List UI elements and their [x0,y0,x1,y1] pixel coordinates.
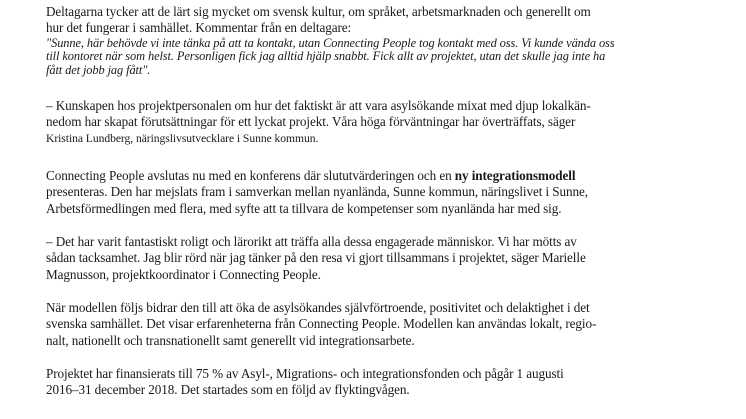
text-line: Magnusson, projektkoordinator i Connecting People. [46,266,321,282]
text-line: Arbetsförmedlingen med flera, med syfte att ta tillvara de kompetenser som nyanlända har med sig. [46,200,562,216]
integration-model-emphasis: ny integrationsmodell [454,168,576,183]
text-line: hur det fungerar i samhället. Kommentar från en deltagare: [46,20,352,36]
text-line: – Kunskapen hos projektpersonalen om hur det faktiskt är att vara asylsökande mixat med djup lokalkän- [46,98,591,113]
paragraph-marielle-quote [46,234,686,283]
paragraph-conference [46,168,686,217]
text-line: nalt, nationellt och transnationellt samt generellt vid integrationsarbete. [46,332,415,348]
paragraph-model-benefits [46,300,686,349]
text-line: – Det har varit fantastiskt roligt och lärorikt att träffa alla dessa engagerade människor. Vi har mötts av [46,234,577,249]
text-line: Deltagarna tycker att de lärt sig mycket om svensk kultur, om språket, arbetsmarknaden och generellt om [46,4,591,19]
text-line: svenska samhället. Det visar erfarenheterna från Connecting People. Modellen kan användas lokalt, regio- [46,316,597,332]
text-line: presenteras. Den har mejslats fram i samverkan mellan nyanlända, Sunne kommun, näringslivet i Sunne, [46,184,588,200]
participant-quote-line: till kontoret när som helst. Personligen fick jag alltid hjälp snabbt. Fick allt av projektet, utan det skulle jag inte ha [46,49,606,64]
text-line: 2016–31 december 2018. Det startades som en följd av flyktingvågen. [46,382,410,398]
paragraph-participants [46,4,686,78]
text-line: När modellen följs bidrar den till att öka de asylsökandes självförtroende, positivitet och delaktighet i det [46,300,590,315]
text-segment: Connecting People avslutas nu med en konferens där slututvärderingen och en [46,168,455,183]
text-line [46,168,686,184]
text-line: sådan tacksamhet. Jag blir rörd när jag tänker på den resa vi gjort tillsammans i projektet, säger Marielle [46,250,586,266]
text-line: nedom har skapat förutsättningar för ett lyckat projekt. Våra höga förväntningar har överträffats, säger [46,114,576,130]
text-line: Projektet har finansierats till 75 % av Asyl-, Migrations- och integrationsfonden och pågår 1 augusti [46,366,564,381]
participant-quote-line: "Sunne, här behövde vi inte tänka på att ta kontakt, utan Connecting People tog kontakt med oss. Vi kunde vända oss [46,35,615,50]
paragraph-funding [46,366,686,399]
participant-quote-line: fått det jobb jag fått". [46,63,151,77]
paragraph-kristina-quote [46,98,686,147]
text-line: Kristina Lundberg, näringslivsutvecklare i Sunne kommun. [46,131,319,145]
